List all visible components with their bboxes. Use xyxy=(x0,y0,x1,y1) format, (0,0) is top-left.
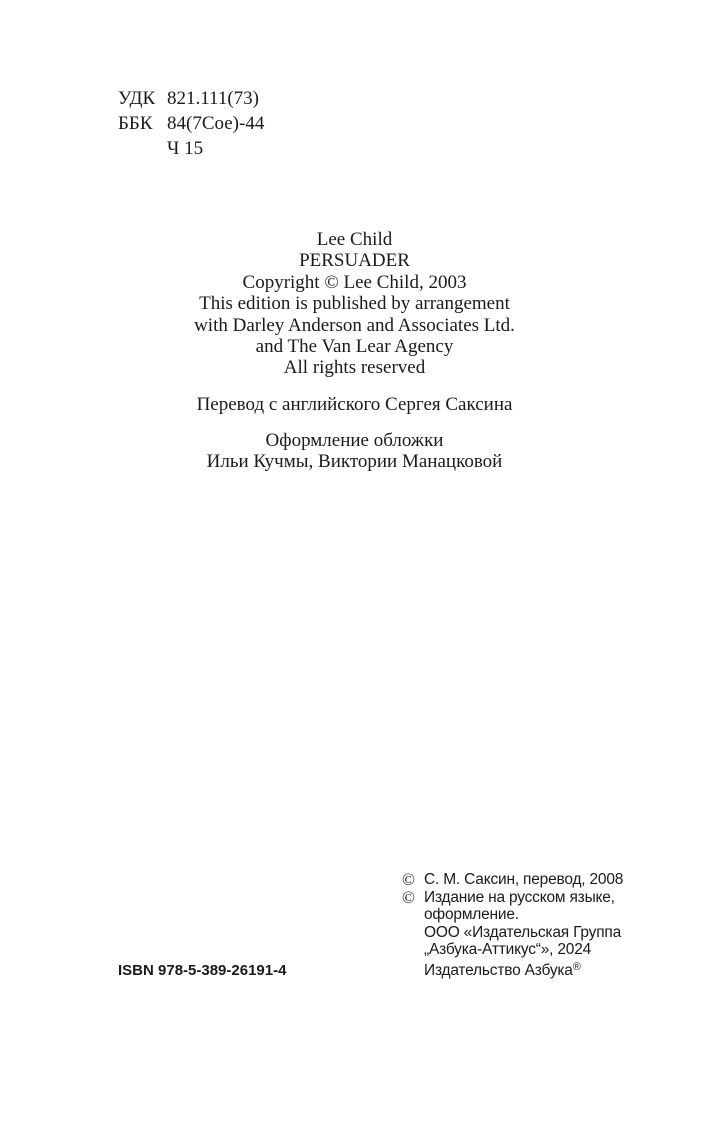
copyright-lines xyxy=(424,889,621,980)
cover-design-block xyxy=(0,430,709,473)
isbn: ISBN 978-5-389-26191-4 xyxy=(118,962,287,979)
original-title: PERSUADER xyxy=(299,250,410,272)
bbk-label: ББК xyxy=(118,113,153,134)
indent-spacer xyxy=(118,136,167,161)
bbk-row xyxy=(118,111,264,136)
copyright-line: С. М. Саксин, перевод, 2008 xyxy=(424,871,624,888)
bbk-value: 84(7Сое)-44 xyxy=(167,113,265,134)
copyright-line: Издание на русском языке, xyxy=(424,888,615,906)
registered-trademark-icon: ® xyxy=(572,960,581,973)
copyright-sign-icon: © xyxy=(402,887,415,907)
arrangement-line: with Darley Anderson and Associates Ltd. xyxy=(194,314,515,336)
copyright-entry-translation xyxy=(402,871,623,889)
cover-design-line: Оформление обложки xyxy=(265,430,444,451)
arrangement-line: and The Van Lear Agency xyxy=(255,336,454,358)
copyright-line: ООО «Издательская Группа xyxy=(424,923,621,941)
publisher-mark: Издательство Азбука xyxy=(424,961,573,979)
arrangement-line: This edition is published by arrangement xyxy=(199,293,510,315)
author-mark-row xyxy=(118,136,264,161)
copyright-sign-icon: © xyxy=(402,870,415,889)
copyright-line: „Азбука-Аттикус“», 2024 xyxy=(424,941,592,958)
author-mark: Ч 15 xyxy=(167,138,204,159)
publisher-line xyxy=(424,959,621,980)
translation-credit-block xyxy=(0,394,709,415)
udk-label: УДК xyxy=(118,88,156,109)
original-edition-block xyxy=(0,229,709,379)
copyrights-block xyxy=(402,871,623,979)
original-author: Lee Child xyxy=(316,229,393,250)
original-copyright: Copyright © Lee Child, 2003 xyxy=(242,271,467,293)
udk-row xyxy=(118,86,264,111)
cover-design-line: Ильи Кучмы, Виктории Манацковой xyxy=(206,451,503,473)
udk-value: 821.111(73) xyxy=(167,88,259,109)
copyright-lines xyxy=(424,871,623,889)
classification-block xyxy=(118,86,264,161)
copyright-line: оформление. xyxy=(424,906,519,923)
rights-reserved: All rights reserved xyxy=(283,357,426,379)
translation-credit: Перевод с английского Сергея Саксина xyxy=(196,394,513,415)
copyright-entry-edition xyxy=(402,889,623,980)
